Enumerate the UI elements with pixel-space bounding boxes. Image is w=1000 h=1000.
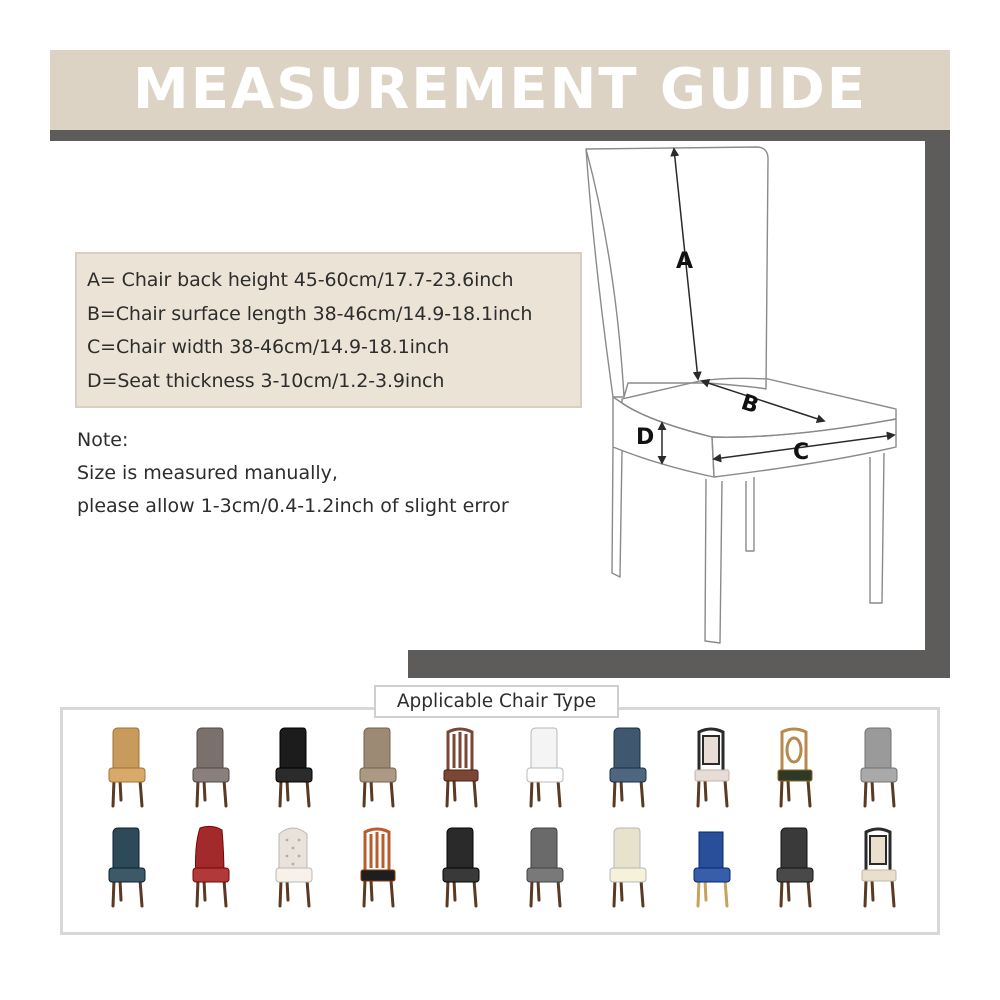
chair-seat — [862, 870, 896, 881]
chair-legs — [865, 780, 894, 806]
spec-c: C=Chair width 38-46cm/14.9-18.1inch — [87, 336, 450, 358]
chair-legs — [698, 780, 727, 806]
chair-legs — [865, 880, 894, 906]
chair-type-thumbnail — [597, 722, 657, 814]
chair-legs — [614, 880, 643, 906]
chair-legs — [364, 780, 393, 806]
chair-legs — [531, 780, 560, 806]
chair-legs — [781, 780, 810, 806]
header-banner — [50, 50, 950, 130]
spec-d: D=Seat thickness 3-10cm/1.2-3.9inch — [87, 369, 445, 392]
chair-legs — [197, 880, 226, 906]
chair-seat — [861, 768, 897, 782]
chair-seat — [276, 868, 312, 882]
dimension-d-label: D — [636, 425, 655, 450]
chair-seat — [527, 868, 563, 882]
chair-seat — [527, 768, 563, 782]
diagram-shadow-right — [925, 141, 950, 678]
chair-type-thumbnail — [681, 722, 741, 814]
chair-seat — [610, 868, 646, 882]
chair-type-thumbnail — [848, 722, 908, 814]
chair-leg-back-right — [746, 477, 754, 551]
chair-type-thumbnail — [597, 822, 657, 914]
chair-type-thumbnail — [347, 722, 407, 814]
note-line-2: please allow 1-3cm/0.4-1.2inch of slight error — [77, 495, 509, 517]
chair-type-thumbnail — [681, 822, 741, 914]
chair-seat-side — [613, 397, 714, 477]
chair-type-thumbnail — [180, 722, 240, 814]
chair-type-thumbnail — [514, 722, 574, 814]
chair-seat — [778, 770, 812, 781]
chair-type-thumbnail — [430, 722, 490, 814]
measurement-specs — [75, 252, 582, 408]
chair-seat — [109, 768, 145, 782]
chair-leg-front-left — [705, 479, 722, 643]
chair-type-thumbnail — [263, 822, 323, 914]
chair-type-thumbnail — [764, 722, 824, 814]
chair-legs — [781, 880, 810, 906]
chair-seat — [443, 868, 479, 882]
chair-legs — [447, 880, 476, 906]
chair-type-thumbnail — [764, 822, 824, 914]
note-block — [77, 424, 597, 523]
chair-type-thumbnail — [514, 822, 574, 914]
chair-type-thumbnail — [430, 822, 490, 914]
chair-seat — [610, 768, 646, 782]
chair-legs — [447, 780, 476, 806]
header-divider — [50, 130, 950, 141]
note-line-1: Size is measured manually, — [77, 462, 338, 484]
dimension-c-label: C — [793, 440, 810, 465]
chair-seat — [360, 768, 396, 782]
chair-seat — [444, 770, 478, 781]
chair-type-thumbnail — [347, 822, 407, 914]
chair-seat — [193, 868, 229, 882]
chair-type-thumbnail — [180, 822, 240, 914]
chair-leg-front-right — [870, 453, 884, 603]
spec-a: A= Chair back height 45-60cm/17.7-23.6inch — [87, 269, 514, 291]
chair-back-side — [586, 149, 624, 397]
chair-legs — [614, 780, 643, 806]
chair-legs — [197, 780, 226, 806]
chair-legs — [280, 780, 309, 806]
dimension-b-line — [702, 381, 824, 421]
chair-legs — [280, 880, 309, 906]
chair-seat — [695, 770, 729, 781]
chair-seat — [777, 868, 813, 882]
chair-type-thumbnail — [96, 822, 156, 914]
chair-legs — [113, 780, 142, 806]
chair-types-label: Applicable Chair Type — [374, 685, 619, 718]
chair-type-thumbnail — [848, 822, 908, 914]
page-title: MEASUREMENT GUIDE — [132, 57, 868, 122]
note-title: Note: — [77, 429, 129, 451]
chair-seat — [109, 868, 145, 882]
chair-legs — [113, 880, 142, 906]
chair-seat — [694, 868, 730, 882]
dimension-b-label: B — [738, 390, 762, 420]
chair-leg-back-left — [612, 447, 622, 577]
spec-b: B=Chair surface length 38-46cm/14.9-18.1inch — [87, 302, 533, 325]
diagram-shadow-bottom — [408, 650, 950, 678]
chair-legs — [364, 880, 393, 906]
chair-type-thumbnail — [263, 722, 323, 814]
chair-legs — [698, 880, 727, 906]
chair-seat — [193, 768, 229, 782]
dimension-a-label: A — [676, 249, 694, 274]
chair-seat — [361, 870, 395, 881]
chair-seat — [276, 768, 312, 782]
chair-type-thumbnail — [96, 722, 156, 814]
chair-legs — [531, 880, 560, 906]
